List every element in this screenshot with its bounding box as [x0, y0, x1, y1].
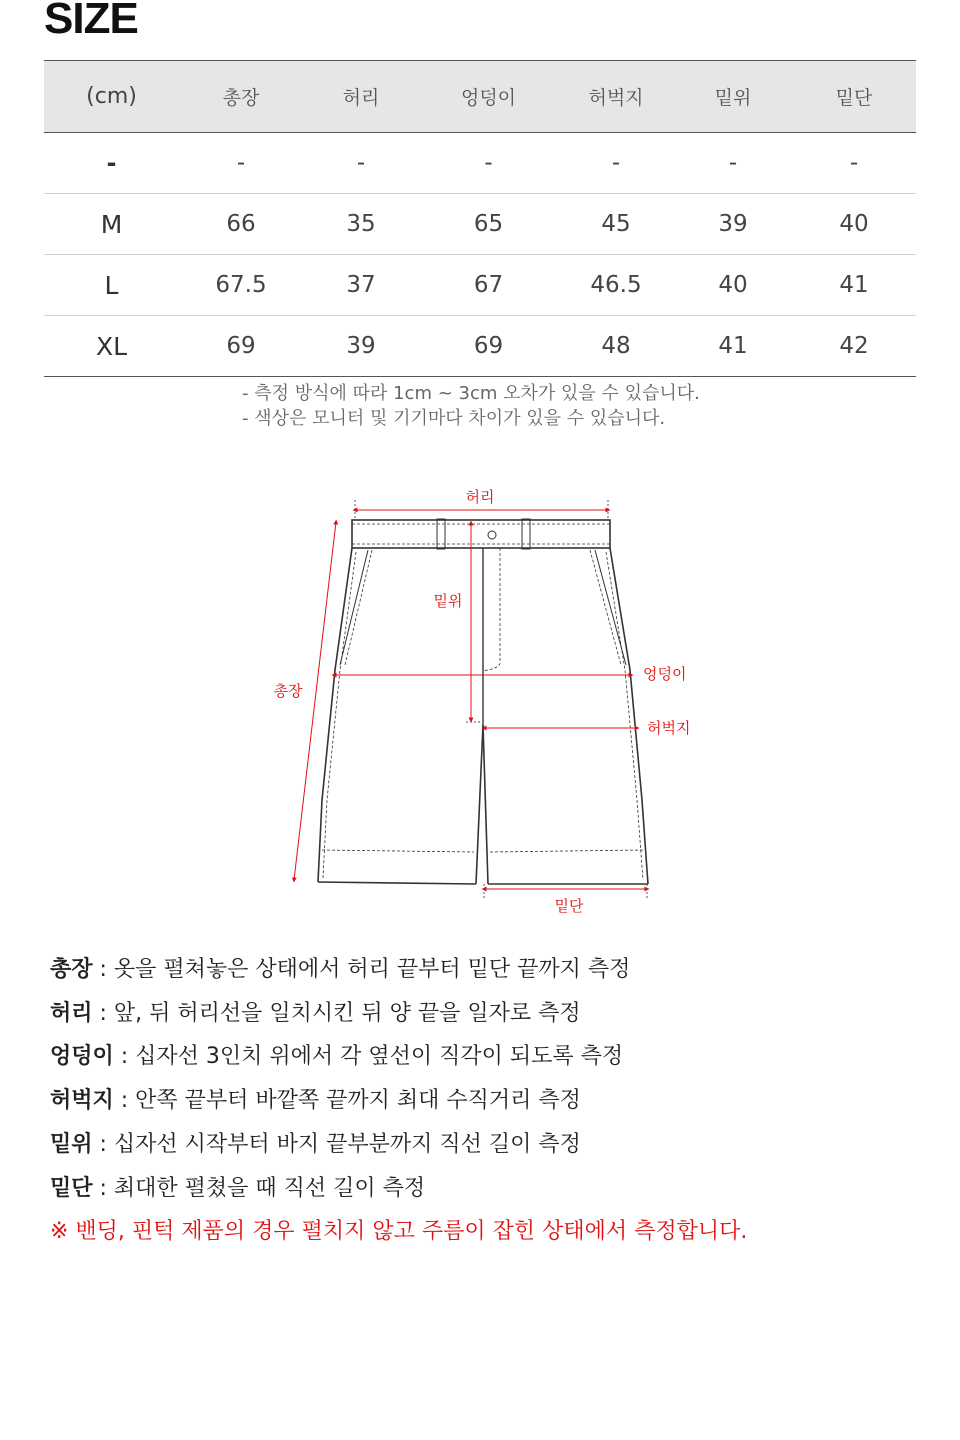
header-waist: 허리	[303, 61, 419, 133]
size-cell: L	[44, 255, 179, 316]
table-row	[44, 194, 916, 255]
value-cell: 35	[303, 194, 419, 255]
value-cell: 41	[674, 316, 792, 377]
label-length: 총장	[273, 682, 303, 700]
label-hem: 밑단	[554, 897, 584, 915]
description-row	[50, 948, 747, 992]
size-cell: XL	[44, 316, 179, 377]
value-cell: -	[419, 133, 558, 194]
header-hip: 엉덩이	[419, 61, 558, 133]
description-row	[50, 992, 747, 1036]
value-cell: 65	[419, 194, 558, 255]
value-cell: 37	[303, 255, 419, 316]
description-key: 밑위	[50, 1131, 93, 1157]
value-cell: -	[792, 133, 916, 194]
size-cell: M	[44, 194, 179, 255]
description-key: 엉덩이	[50, 1044, 114, 1070]
size-cell: -	[44, 133, 179, 194]
value-cell: 69	[179, 316, 303, 377]
header-rise: 밑위	[674, 61, 792, 133]
page-title: SIZE	[44, 0, 138, 43]
description-text: : 안쪽 끝부터 바깥쪽 끝까지 최대 수직거리 측정	[113, 1088, 581, 1114]
value-cell: 41	[792, 255, 916, 316]
description-text: : 옷을 펼쳐놓은 상태에서 허리 끝부터 밑단 끝까지 측정	[92, 957, 631, 982]
description-key: 허벅지	[50, 1088, 114, 1114]
value-cell: 45	[558, 194, 674, 255]
description-text: : 십자선 시작부터 바지 끝부분까지 직선 길이 측정	[92, 1131, 581, 1157]
value-cell: 48	[558, 316, 674, 377]
notes	[242, 381, 700, 431]
description-row	[50, 1079, 747, 1123]
description-text: : 최대한 펼쳤을 때 직선 길이 측정	[92, 1175, 426, 1201]
warning-text: ※ 밴딩, 핀턱 제품의 경우 펼치지 않고 주름이 잡힌 상태에서 측정합니다.	[50, 1219, 748, 1245]
value-cell: 69	[419, 316, 558, 377]
label-hip: 엉덩이	[643, 665, 687, 683]
value-cell: -	[303, 133, 419, 194]
table-header-row	[44, 61, 916, 133]
label-waist: 허리	[465, 488, 495, 506]
description-row	[50, 1167, 747, 1211]
value-cell: 67	[419, 255, 558, 316]
table-row	[44, 255, 916, 316]
value-cell: -	[179, 133, 303, 194]
shorts-measurement-diagram	[0, 470, 960, 930]
value-cell: 40	[674, 255, 792, 316]
label-rise: 밑위	[433, 592, 463, 610]
header-unit: (cm)	[44, 61, 179, 133]
value-cell: 46.5	[558, 255, 674, 316]
header-total-length: 총장	[179, 61, 303, 133]
size-table	[44, 60, 916, 377]
description-row	[50, 1123, 747, 1167]
description-key: 허리	[50, 1000, 93, 1026]
description-row	[50, 1035, 747, 1079]
note-line: - 측정 방식에 따라 1cm ~ 3cm 오차가 있을 수 있습니다.	[242, 383, 700, 404]
table-row	[44, 133, 916, 194]
description-text: : 십자선 3인치 위에서 각 옆선이 직각이 되도록 측정	[113, 1044, 624, 1070]
value-cell: 42	[792, 316, 916, 377]
value-cell: -	[558, 133, 674, 194]
description-text: : 앞, 뒤 허리선을 일치시킨 뒤 양 끝을 일자로 측정	[92, 1000, 581, 1026]
value-cell: 67.5	[179, 255, 303, 316]
label-thigh: 허벅지	[647, 719, 691, 737]
measurement-descriptions	[50, 948, 747, 1254]
measurement-lines	[294, 500, 647, 898]
shorts-outline	[318, 519, 648, 884]
value-cell: 39	[674, 194, 792, 255]
description-key: 총장	[50, 957, 93, 982]
value-cell: 66	[179, 194, 303, 255]
header-thigh: 허벅지	[558, 61, 674, 133]
note-line: - 색상은 모니터 및 기기마다 차이가 있을 수 있습니다.	[242, 408, 666, 429]
value-cell: -	[674, 133, 792, 194]
header-hem: 밑단	[792, 61, 916, 133]
description-key: 밑단	[50, 1175, 93, 1201]
value-cell: 39	[303, 316, 419, 377]
table-row	[44, 316, 916, 377]
value-cell: 40	[792, 194, 916, 255]
